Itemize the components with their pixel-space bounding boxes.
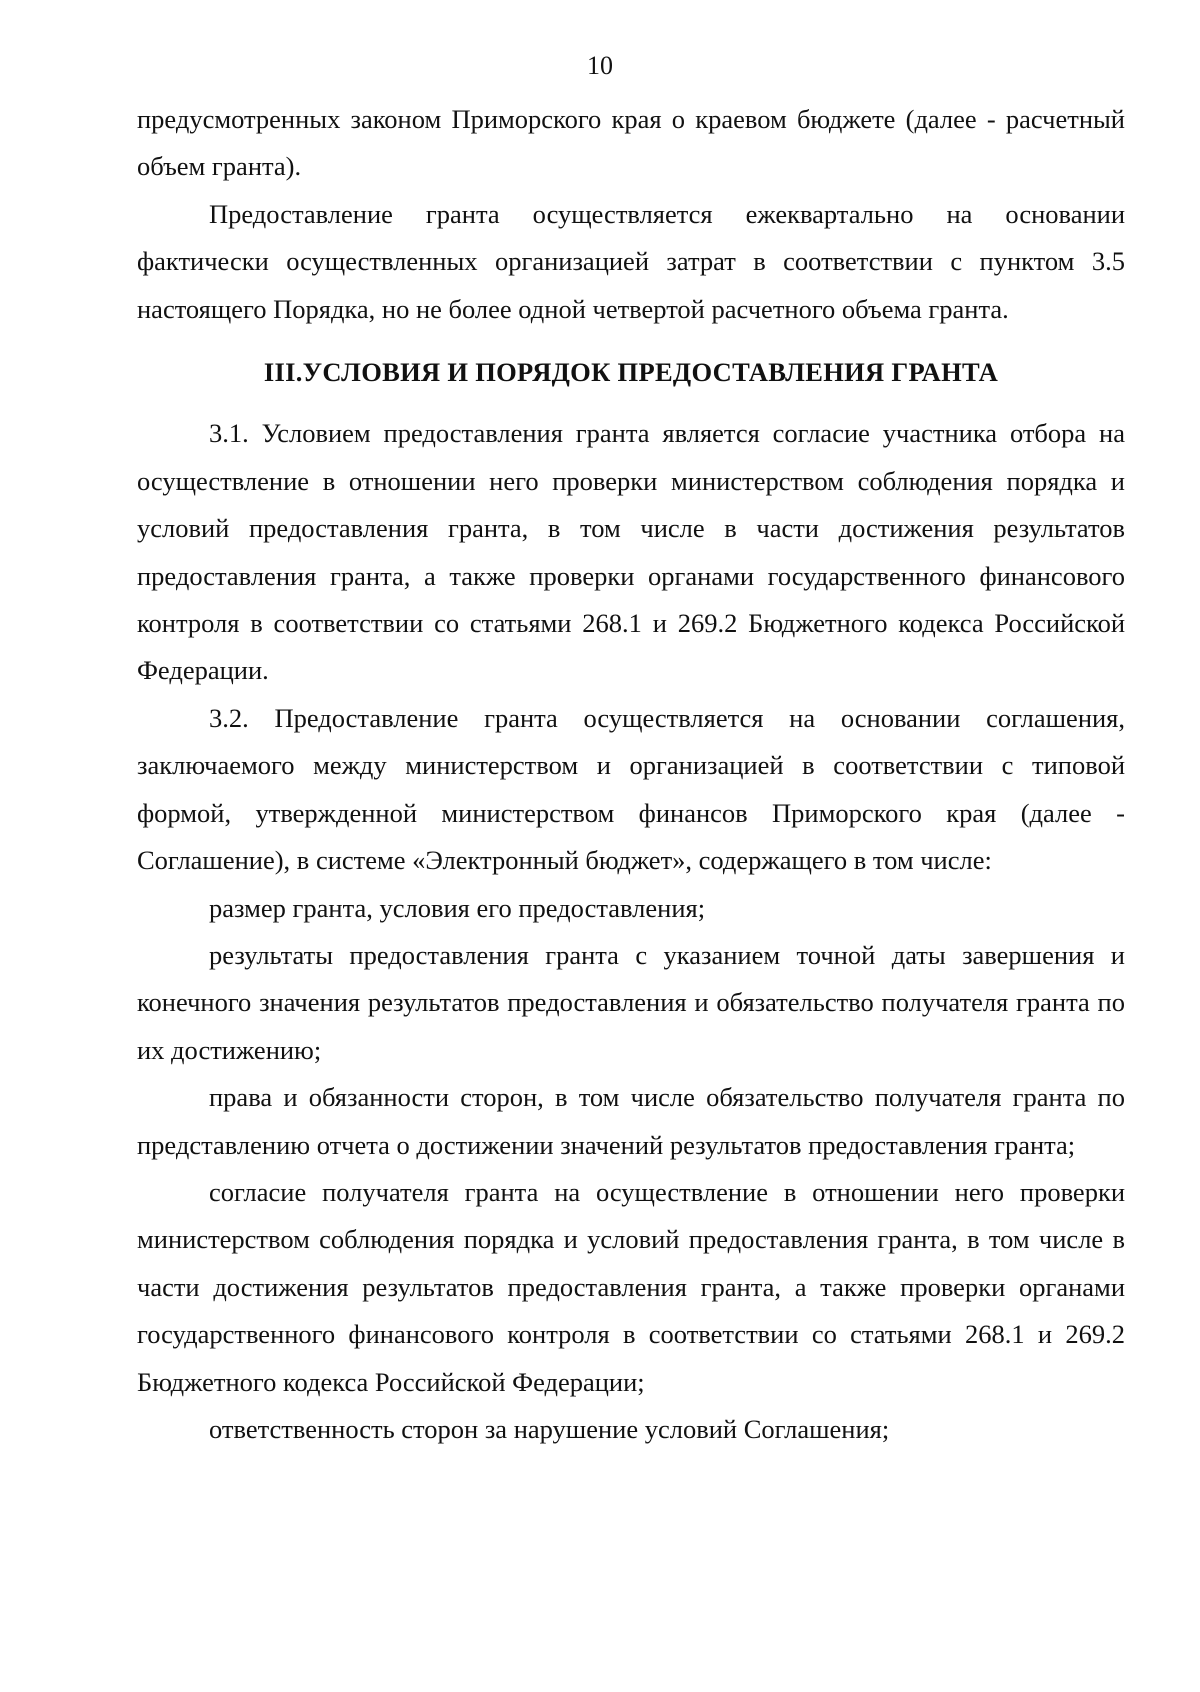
page-number: 10	[587, 51, 613, 80]
list-item-rights-duties: права и обязанности сторон, в том числе обязательство получателя гранта по представлению отчета о достижении значений результатов предоставления гранта;	[137, 1082, 1125, 1160]
paragraph-3-1: 3.1. Условием предоставления гранта является согласие участника отбора на осуществление в отношении него проверки министерством соблюдения порядка и условий предоставления гранта, в том числе в части достижения результатов предоставления гранта, а также проверки органами государственного финансового контроля в соответствии со статьями 268.1 и 269.2 Бюджетного кодекса Российской Федерации.	[137, 418, 1125, 686]
list-item-consent-inspection: согласие получателя гранта на осуществление в отношении него проверки министерством соблюдения порядка и условий предоставления гранта, в том числе в части достижения результатов предоставления гранта, а также проверки органами государственного финансового контроля в соответствии со статьями 268.1 и 269.2 Бюджетного кодекса Российской Федерации;	[137, 1176, 1125, 1397]
paragraph-grant-quarterly: Предоставление гранта осуществляется ежеквартально на основании фактически осуществленных организацией затрат в соответствии с пунктом 3.5 настоящего Порядка, но не более одной четвертой расчетного объема гранта.	[137, 198, 1125, 324]
section-heading: III.УСЛОВИЯ И ПОРЯДОК ПРЕДОСТАВЛЕНИЯ ГРАНТА	[263, 357, 999, 388]
paragraph-continuation: предусмотренных законом Приморского края о краевом бюджете (далее - расчетный объем гранта).	[137, 104, 1125, 182]
list-item-responsibility: ответственность сторон за нарушение условий Соглашения;	[209, 1413, 890, 1444]
paragraph-3-2: 3.2. Предоставление гранта осуществляется на основании соглашения, заключаемого между министерством и организацией в соответствии с типовой формой, утвержденной министерством финансов Приморского края (далее - Соглашение), в системе «Электронный бюджет», содержащего в том числе:	[137, 702, 1125, 876]
page-content	[137, 96, 1125, 1453]
list-item-grant-size: размер гранта, условия его предоставления;	[209, 892, 706, 923]
list-item-results: результаты предоставления гранта с указанием точной даты завершения и конечного значения результатов предоставления и обязательство получателя гранта по их достижению;	[137, 939, 1125, 1065]
